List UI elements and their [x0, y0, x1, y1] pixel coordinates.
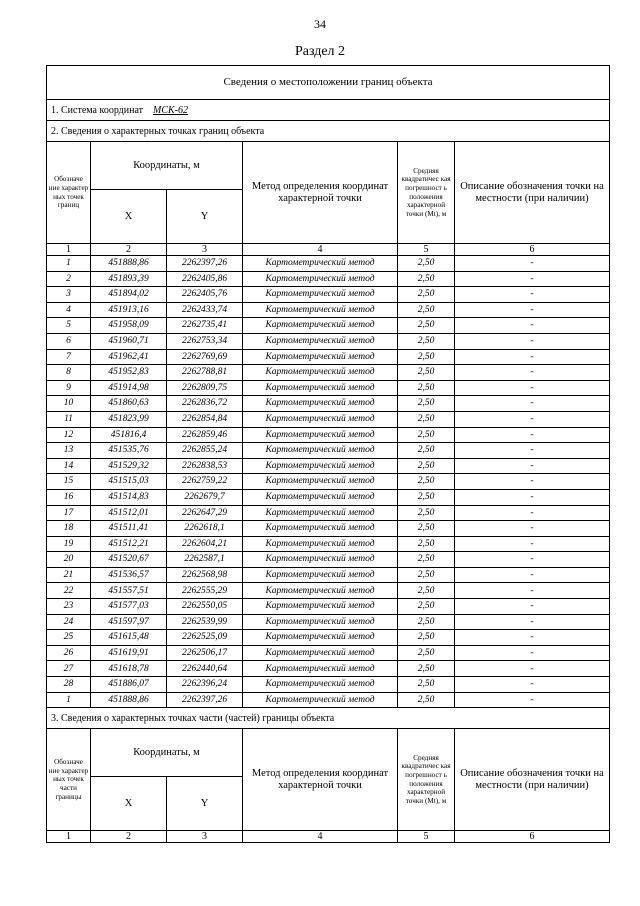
column-number: 1	[47, 831, 91, 843]
point-x: 451962,41	[91, 349, 167, 365]
point-y: 2262836,72	[167, 396, 243, 412]
table-row	[47, 458, 610, 474]
header-error: Средняя квадратичес кая погрешност ь положения характерной точки (Mt), м	[398, 142, 455, 244]
point-x: 451886,07	[91, 677, 167, 693]
point-description: -	[455, 630, 610, 646]
column-number-row	[47, 244, 610, 256]
point-number: 22	[47, 583, 91, 599]
point-x: 451618,78	[91, 661, 167, 677]
point-x: 451894,02	[91, 287, 167, 303]
column-number: 6	[455, 244, 610, 256]
coord-system-label: 1. Система координат	[51, 104, 144, 116]
point-x: 451577,03	[91, 599, 167, 615]
point-error: 2,50	[398, 489, 455, 505]
header-description: Описание обозначения точки на местности (при наличии)	[455, 142, 610, 244]
point-error: 2,50	[398, 365, 455, 381]
point-description: -	[455, 583, 610, 599]
point-y: 2262550,05	[167, 599, 243, 615]
point-description: -	[455, 396, 610, 412]
point-x: 451512,21	[91, 536, 167, 552]
point-error: 2,50	[398, 614, 455, 630]
point-number: 15	[47, 474, 91, 490]
point-x: 451888,86	[91, 256, 167, 272]
point-y: 2262679,7	[167, 489, 243, 505]
point-number: 7	[47, 349, 91, 365]
table-row	[47, 614, 610, 630]
point-method: Картометрический метод	[243, 677, 398, 693]
column-number: 4	[243, 244, 398, 256]
point-error: 2,50	[398, 567, 455, 583]
point-y: 2262753,34	[167, 333, 243, 349]
table-row	[47, 536, 610, 552]
point-x: 451557,51	[91, 583, 167, 599]
point-x: 451888,86	[91, 692, 167, 708]
column-number: 1	[47, 244, 91, 256]
point-description: -	[455, 318, 610, 334]
point-y: 2262555,29	[167, 583, 243, 599]
boundary-table	[46, 65, 610, 843]
table-row	[47, 505, 610, 521]
point-description: -	[455, 521, 610, 537]
point-method: Картометрический метод	[243, 692, 398, 708]
point-error: 2,50	[398, 287, 455, 303]
point-method: Картометрический метод	[243, 396, 398, 412]
point-number: 16	[47, 489, 91, 505]
header-method: Метод определения координат характерной точки	[243, 142, 398, 244]
point-y: 2262769,69	[167, 349, 243, 365]
table-row	[47, 302, 610, 318]
point-description: -	[455, 645, 610, 661]
point-description: -	[455, 599, 610, 615]
point-error: 2,50	[398, 380, 455, 396]
point-error: 2,50	[398, 505, 455, 521]
point-description: -	[455, 677, 610, 693]
point-number: 1	[47, 256, 91, 272]
point-y: 2262525,09	[167, 630, 243, 646]
point-error: 2,50	[398, 411, 455, 427]
point-description: -	[455, 614, 610, 630]
point-x: 451860,63	[91, 396, 167, 412]
point-error: 2,50	[398, 302, 455, 318]
point-x: 451615,48	[91, 630, 167, 646]
point-x: 451913,16	[91, 302, 167, 318]
point-error: 2,50	[398, 630, 455, 646]
point-y: 2262809,75	[167, 380, 243, 396]
point-number: 14	[47, 458, 91, 474]
point-number: 23	[47, 599, 91, 615]
table-row	[47, 645, 610, 661]
point-number: 17	[47, 505, 91, 521]
point-y: 2262405,86	[167, 271, 243, 287]
table-row	[47, 692, 610, 708]
point-y: 2262506,17	[167, 645, 243, 661]
header-designation-part: Обозначе ние характер ных точек части границы	[47, 729, 91, 831]
point-error: 2,50	[398, 333, 455, 349]
point-description: -	[455, 333, 610, 349]
point-x: 451535,76	[91, 443, 167, 459]
point-x: 451536,57	[91, 567, 167, 583]
point-number: 27	[47, 661, 91, 677]
point-number: 11	[47, 411, 91, 427]
point-description: -	[455, 552, 610, 568]
point-y: 2262855,24	[167, 443, 243, 459]
point-y: 2262568,98	[167, 567, 243, 583]
column-number: 3	[167, 244, 243, 256]
point-method: Картометрический метод	[243, 333, 398, 349]
point-y: 2262647,29	[167, 505, 243, 521]
point-y: 2262618,1	[167, 521, 243, 537]
table-row	[47, 583, 610, 599]
point-number: 1	[47, 692, 91, 708]
point-method: Картометрический метод	[243, 474, 398, 490]
point-description: -	[455, 692, 610, 708]
point-y: 2262788,81	[167, 365, 243, 381]
point-y: 2262759,22	[167, 474, 243, 490]
table-row	[47, 380, 610, 396]
point-number: 13	[47, 443, 91, 459]
point-x: 451511,41	[91, 521, 167, 537]
point-error: 2,50	[398, 677, 455, 693]
point-number: 26	[47, 645, 91, 661]
point-description: -	[455, 365, 610, 381]
point-number: 21	[47, 567, 91, 583]
column-number: 3	[167, 831, 243, 843]
point-error: 2,50	[398, 536, 455, 552]
column-number: 5	[398, 244, 455, 256]
column-number-row-part	[47, 831, 610, 843]
point-number: 25	[47, 630, 91, 646]
table-row	[47, 474, 610, 490]
column-number: 5	[398, 831, 455, 843]
point-method: Картометрический метод	[243, 380, 398, 396]
table-row	[47, 489, 610, 505]
point-number: 24	[47, 614, 91, 630]
header-description-part: Описание обозначения точки на местности (при наличии)	[455, 729, 610, 831]
point-number: 8	[47, 365, 91, 381]
point-error: 2,50	[398, 661, 455, 677]
point-description: -	[455, 661, 610, 677]
point-method: Картометрический метод	[243, 318, 398, 334]
point-x: 451619,91	[91, 645, 167, 661]
point-error: 2,50	[398, 552, 455, 568]
point-y: 2262405,76	[167, 287, 243, 303]
point-error: 2,50	[398, 599, 455, 615]
point-description: -	[455, 349, 610, 365]
point-error: 2,50	[398, 318, 455, 334]
point-method: Картометрический метод	[243, 427, 398, 443]
point-error: 2,50	[398, 271, 455, 287]
header-y: Y	[167, 190, 243, 244]
part3-title: 3. Сведения о характерных точках части (частей) границы объекта	[47, 708, 610, 729]
point-method: Картометрический метод	[243, 443, 398, 459]
point-description: -	[455, 489, 610, 505]
point-description: -	[455, 380, 610, 396]
point-y: 2262539,99	[167, 614, 243, 630]
header-coords: Координаты, м	[91, 142, 243, 190]
point-description: -	[455, 411, 610, 427]
point-x: 451512,01	[91, 505, 167, 521]
point-error: 2,50	[398, 474, 455, 490]
point-description: -	[455, 427, 610, 443]
point-description: -	[455, 474, 610, 490]
point-method: Картометрический метод	[243, 552, 398, 568]
point-method: Картометрический метод	[243, 567, 398, 583]
point-y: 2262735,41	[167, 318, 243, 334]
point-y: 2262433,74	[167, 302, 243, 318]
table-title: Сведения о местоположении границ объекта	[47, 66, 610, 100]
point-description: -	[455, 443, 610, 459]
point-y: 2262440,64	[167, 661, 243, 677]
point-method: Картометрический метод	[243, 521, 398, 537]
point-method: Картометрический метод	[243, 256, 398, 272]
point-y: 2262397,26	[167, 256, 243, 272]
point-error: 2,50	[398, 458, 455, 474]
point-error: 2,50	[398, 645, 455, 661]
point-method: Картометрический метод	[243, 614, 398, 630]
column-number: 6	[455, 831, 610, 843]
point-error: 2,50	[398, 521, 455, 537]
table-row	[47, 271, 610, 287]
table-row	[47, 521, 610, 537]
table-row	[47, 552, 610, 568]
point-error: 2,50	[398, 583, 455, 599]
table-row	[47, 630, 610, 646]
column-number: 2	[91, 244, 167, 256]
point-x: 451529,32	[91, 458, 167, 474]
table-row	[47, 427, 610, 443]
table-row	[47, 567, 610, 583]
part2-title: 2. Сведения о характерных точках границ объекта	[47, 121, 610, 142]
point-number: 4	[47, 302, 91, 318]
table-row	[47, 318, 610, 334]
point-x: 451515,03	[91, 474, 167, 490]
header-error-part: Средняя квадратичес кая погрешност ь положения характерной точки (Mt), м	[398, 729, 455, 831]
point-method: Картометрический метод	[243, 661, 398, 677]
point-method: Картометрический метод	[243, 271, 398, 287]
point-method: Картометрический метод	[243, 349, 398, 365]
column-number: 4	[243, 831, 398, 843]
point-method: Картометрический метод	[243, 489, 398, 505]
table-row	[47, 256, 610, 272]
point-description: -	[455, 536, 610, 552]
point-y: 2262838,53	[167, 458, 243, 474]
point-x: 451960,71	[91, 333, 167, 349]
column-number: 2	[91, 831, 167, 843]
point-x: 451958,09	[91, 318, 167, 334]
point-error: 2,50	[398, 443, 455, 459]
point-y: 2262587,1	[167, 552, 243, 568]
header-designation: Обозначе ние характер ных точек границ	[47, 142, 91, 244]
point-description: -	[455, 256, 610, 272]
point-x: 451952,83	[91, 365, 167, 381]
point-description: -	[455, 567, 610, 583]
table-row	[47, 411, 610, 427]
point-x: 451514,83	[91, 489, 167, 505]
point-number: 28	[47, 677, 91, 693]
point-number: 5	[47, 318, 91, 334]
point-method: Картометрический метод	[243, 505, 398, 521]
point-description: -	[455, 287, 610, 303]
header-x-part: X	[91, 777, 167, 831]
table-row	[47, 287, 610, 303]
point-error: 2,50	[398, 396, 455, 412]
point-description: -	[455, 458, 610, 474]
point-number: 20	[47, 552, 91, 568]
point-method: Картометрический метод	[243, 365, 398, 381]
point-number: 10	[47, 396, 91, 412]
point-x: 451816,4	[91, 427, 167, 443]
point-description: -	[455, 505, 610, 521]
section-title: Раздел 2	[294, 44, 346, 59]
point-description: -	[455, 302, 610, 318]
point-method: Картометрический метод	[243, 302, 398, 318]
point-number: 19	[47, 536, 91, 552]
point-method: Картометрический метод	[243, 645, 398, 661]
table-row	[47, 396, 610, 412]
point-number: 9	[47, 380, 91, 396]
point-method: Картометрический метод	[243, 411, 398, 427]
table-row	[47, 365, 610, 381]
point-x: 451823,99	[91, 411, 167, 427]
point-method: Картометрический метод	[243, 536, 398, 552]
point-y: 2262854,84	[167, 411, 243, 427]
point-y: 2262604,21	[167, 536, 243, 552]
point-error: 2,50	[398, 427, 455, 443]
point-x: 451914,98	[91, 380, 167, 396]
point-error: 2,50	[398, 692, 455, 708]
table-row	[47, 677, 610, 693]
point-x: 451520,67	[91, 552, 167, 568]
point-y: 2262397,26	[167, 692, 243, 708]
table-row	[47, 443, 610, 459]
point-error: 2,50	[398, 349, 455, 365]
point-number: 2	[47, 271, 91, 287]
point-number: 3	[47, 287, 91, 303]
point-error: 2,50	[398, 256, 455, 272]
point-x: 451893,39	[91, 271, 167, 287]
point-y: 2262859,46	[167, 427, 243, 443]
point-x: 451597,97	[91, 614, 167, 630]
point-method: Картометрический метод	[243, 599, 398, 615]
point-number: 18	[47, 521, 91, 537]
coord-system-row	[47, 100, 610, 121]
table-row	[47, 349, 610, 365]
table-row	[47, 599, 610, 615]
table-row	[47, 333, 610, 349]
point-method: Картометрический метод	[243, 630, 398, 646]
point-method: Картометрический метод	[243, 287, 398, 303]
point-description: -	[455, 271, 610, 287]
header-x: X	[91, 190, 167, 244]
point-method: Картометрический метод	[243, 583, 398, 599]
header-coords-part: Координаты, м	[91, 729, 243, 777]
point-number: 6	[47, 333, 91, 349]
coord-system-value: МСК-62	[153, 104, 189, 116]
header-y-part: Y	[167, 777, 243, 831]
table-row	[47, 661, 610, 677]
point-y: 2262396,24	[167, 677, 243, 693]
point-method: Картометрический метод	[243, 458, 398, 474]
point-number: 12	[47, 427, 91, 443]
page-number: 34	[314, 17, 326, 31]
header-method-part: Метод определения координат характерной точки	[243, 729, 398, 831]
